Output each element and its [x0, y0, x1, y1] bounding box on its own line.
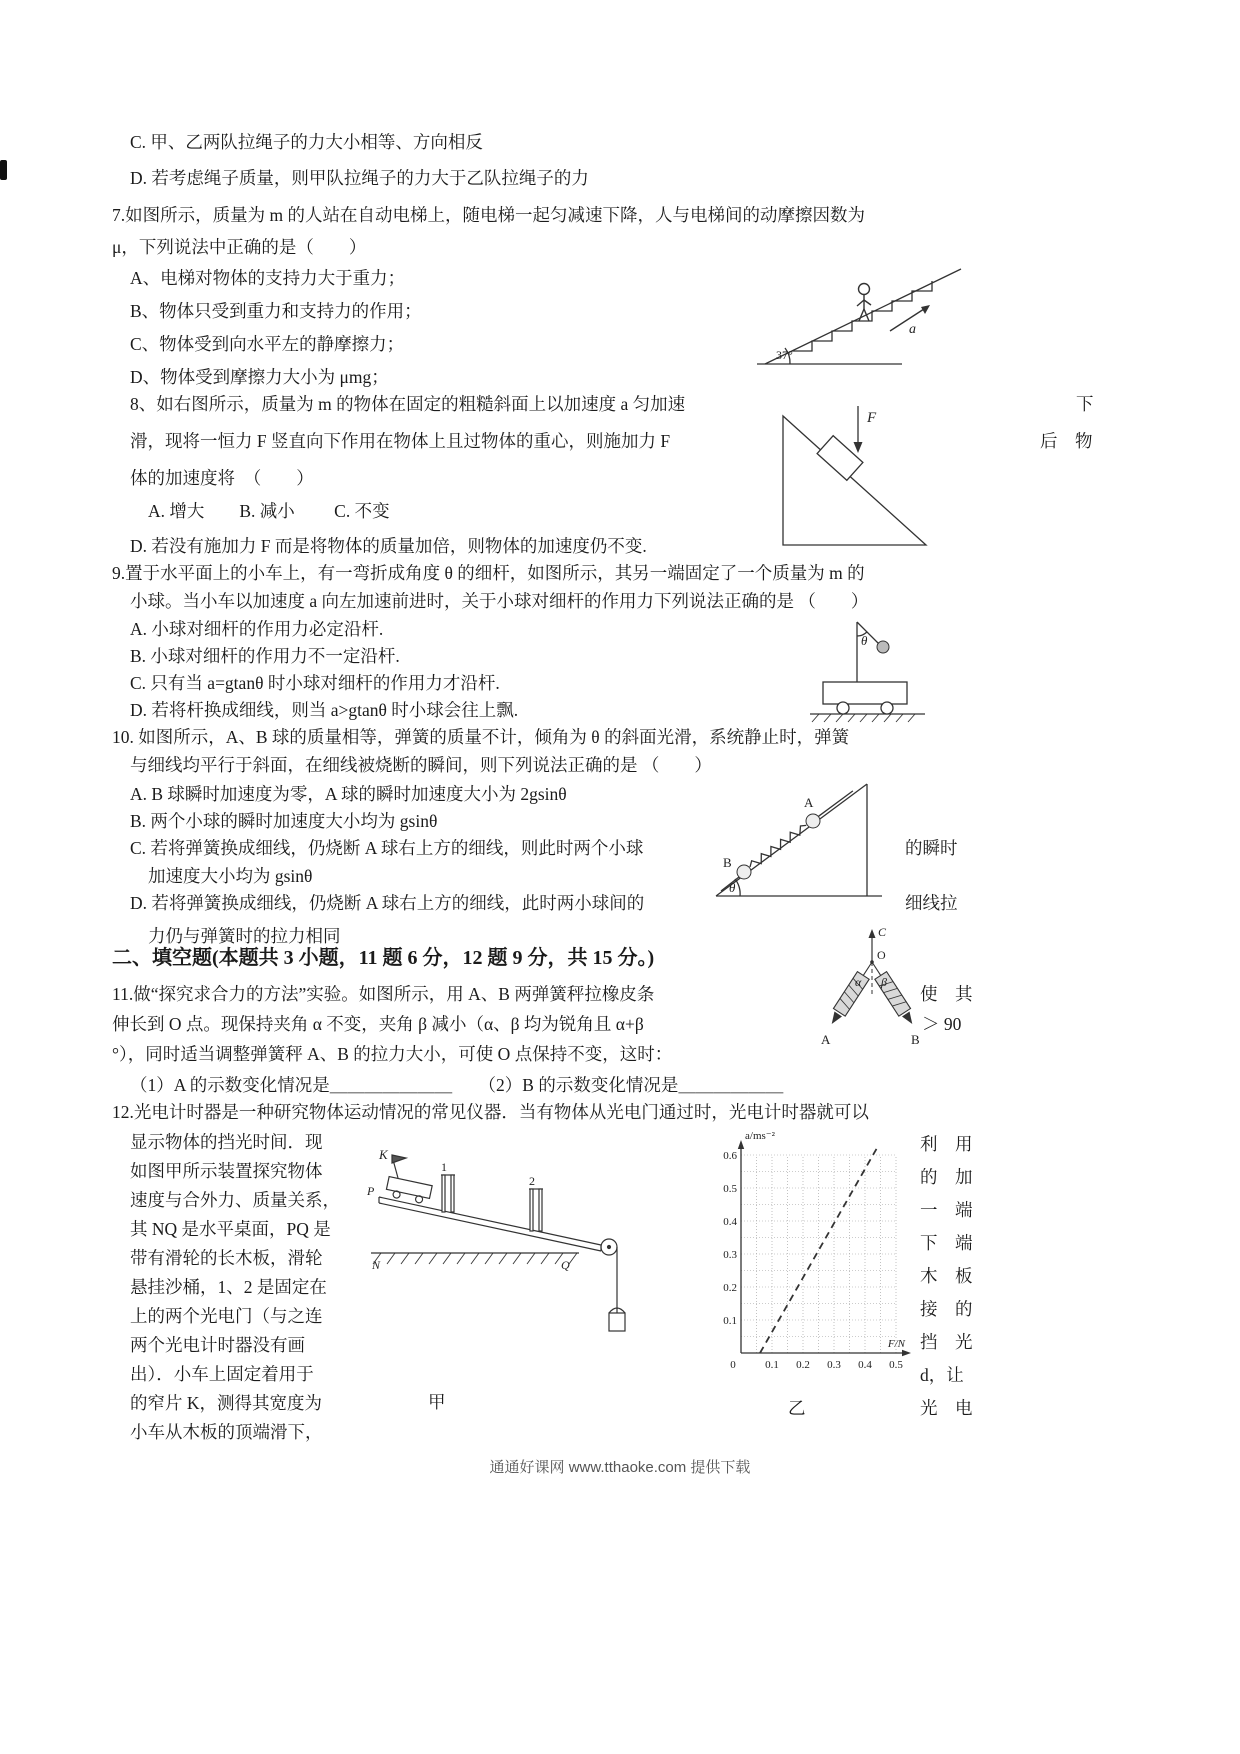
scale-a-label: A [821, 1032, 831, 1047]
apparatus-structure [371, 1155, 625, 1331]
q12-right-frag-9: 光 电 [920, 1398, 973, 1418]
y-axis-title: a/ms⁻² [745, 1130, 775, 1142]
q11-blanks-line: （1）A 的示数变化情况是＿＿＿＿＿＿＿ （2）B 的示数变化情况是＿＿＿＿＿＿ [130, 1075, 784, 1095]
q12-right-frag-3: 一 端 [920, 1200, 973, 1220]
gate2-label: 2 [529, 1174, 535, 1188]
q12-left-line-1: 显示物体的挡光时间．现 [130, 1132, 323, 1152]
fig-q9-cart-rod-diagram [805, 598, 930, 728]
q11-stem-line1-end: 使 其 [920, 984, 973, 1004]
q12-right-frag-1: 利 用 [920, 1134, 973, 1154]
q12-left-line-11: 小车从木板的顶端滑下， [130, 1422, 323, 1442]
q7-stem-line2: μ，下列说法中正确的是（ ） [112, 237, 367, 257]
q10-stem-line2: 与细线均平行于斜面，在细线被烧断的瞬间，则下列说法正确的是 （ ） [130, 755, 712, 775]
y-tick-02: 0.2 [723, 1282, 737, 1294]
point-p-label: P [367, 1184, 375, 1198]
force-label: F [867, 410, 877, 426]
q9-option-d: D. 若将杆换成细线，则当 a>gtanθ 时小球会往上飘. [130, 700, 519, 720]
q10-option-c-line2: 加速度大小均为 gsinθ [148, 866, 313, 886]
fig-q8-incline-diagram [768, 398, 933, 553]
spring [748, 788, 856, 871]
axis-c-arrowhead [869, 929, 876, 938]
scale-b-label: B [911, 1032, 920, 1047]
photogate-2 [529, 1189, 543, 1231]
angle-label: 37° [776, 348, 793, 362]
q10-stem-line1: 10. 如图所示，A、B 球的质量相等，弹簧的质量不计，倾角为 θ 的斜面光滑，系统静止时，弹簧 [112, 727, 850, 747]
theta-label: θ [861, 633, 868, 648]
ground-hatching [812, 714, 915, 722]
scan-artifact [0, 160, 7, 180]
y-tick-03: 0.3 [723, 1249, 737, 1261]
fig-q7-escalator-diagram [752, 243, 967, 373]
y-axis-arrowhead [738, 1140, 744, 1149]
q10-option-d-line1-end: 细线拉 [905, 893, 958, 913]
q10-option-c-line1: C. 若将弹簧换成细线，仍烧断 A 球右上方的细线，则此时两个小球 [130, 838, 644, 858]
q8-stem-line2: 滑，现将一恒力 F 竖直向下作用在物体上且过物体的重心，则施加力 F [130, 431, 671, 451]
spring-scale-a [826, 958, 878, 1028]
q10-option-d-line1: D. 若将弹簧换成细线，仍烧断 A 球右上方的细线，此时两小球间的 [130, 893, 645, 913]
gate1-label: 1 [441, 1160, 447, 1174]
q9-stem-line1: 9.置于水平面上的小车上，有一弯折成角度 θ 的细杆，如图所示，其另一端固定了一个质量为 m 的 [112, 563, 865, 583]
q12-left-line-8: 两个光电计时器没有画 [130, 1335, 305, 1355]
fig-q11-spring-scales-diagram [815, 922, 930, 1062]
q7-option-b: B、物体只受到重力和支持力的作用； [130, 301, 422, 321]
ball-a [806, 814, 820, 828]
q12-left-line-5: 带有滑轮的长木板，滑轮 [130, 1248, 323, 1268]
ball [877, 641, 889, 653]
q10-option-c-line1-end: 的瞬时 [905, 838, 958, 858]
q12-left-line-6: 悬挂沙桶，1、2 是固定在 [130, 1277, 327, 1297]
y-tick-01: 0.1 [723, 1315, 737, 1327]
point-o-label: O [877, 948, 886, 962]
q10-option-b: B. 两个小球的瞬时加速度大小均为 gsinθ [130, 811, 438, 831]
y-tick-06: 0.6 [723, 1150, 737, 1162]
point-n-label: N [372, 1258, 381, 1272]
x-tick-01: 0.1 [765, 1359, 779, 1371]
q7-option-c: C、物体受到向水平左的静摩擦力； [130, 334, 405, 354]
q12-left-line-2: 如图甲所示装置探究物体 [130, 1161, 323, 1181]
q12-left-line-3: 速度与合外力、质量关系， [130, 1190, 340, 1210]
x-tick-02: 0.2 [796, 1359, 810, 1371]
flag [392, 1155, 406, 1163]
q12-right-frag-6: 接 的 [920, 1299, 973, 1319]
spring-scale-b [866, 958, 918, 1028]
cart-and-rod [810, 622, 925, 722]
q12-left-line-9: 出）．小车上固定着用于 [130, 1364, 314, 1384]
theta-label: θ [729, 880, 736, 895]
q9-option-a: A. 小球对细杆的作用力必定沿杆. [130, 619, 384, 639]
section2-header: 二、填空题(本题共 3 小题，11 题 6 分，12 题 9 分，共 15 分。) [112, 947, 655, 969]
q7-stem-line1: 7.如图所示，质量为 m 的人站在自动电梯上，随电梯一起匀减速下降，人与电梯间的动摩擦因数为 [112, 205, 865, 225]
q11-stem-line2: 伸长到 O 点。现保持夹角 α 不变，夹角 β 减小（α、β 均为锐角且 α+β [112, 1014, 644, 1034]
q8-stem-line1: 8、如右图所示，质量为 m 的物体在固定的粗糙斜面上以加速度 a 匀加速 [130, 394, 686, 414]
beta-label: β [881, 975, 887, 989]
x-tick-03: 0.3 [827, 1359, 841, 1371]
flag-k-label: K [379, 1147, 388, 1162]
x-axis-title: F/N [887, 1338, 905, 1350]
y-tick-04: 0.4 [723, 1216, 737, 1228]
q12-right-frag-2: 的 加 [920, 1167, 973, 1187]
force-arrowhead [854, 442, 863, 453]
q8-options-abc: A. 增大 B. 减小 C. 不变 [148, 501, 390, 521]
photogate-1 [441, 1175, 455, 1212]
q6-option-d: D. 若考虑绳子质量，则甲队拉绳子的力大于乙队拉绳子的力 [130, 168, 589, 188]
incline-and-block [783, 406, 926, 545]
cart [385, 1177, 432, 1205]
q12-right-frag-5: 木 板 [920, 1266, 973, 1286]
q12-right-frag-8: d，让 [920, 1365, 964, 1385]
fig-yi-caption: 乙 [788, 1398, 806, 1418]
table-hatching [373, 1253, 577, 1264]
q11-stem-line1: 11.做“探究求合力的方法”实验。如图所示，用 A、B 两弹簧秤拉橡皮条 [112, 984, 655, 1004]
accel-label: a [909, 322, 916, 337]
y-tick-05: 0.5 [723, 1183, 737, 1195]
grid-horizontal-lines [741, 1155, 896, 1337]
alpha-label: α [855, 975, 862, 989]
q10-option-a: A. B 球瞬时加速度为零，A 球的瞬时加速度大小为 2gsinθ [130, 784, 567, 804]
q9-option-b: B. 小球对细杆的作用力不一定沿杆. [130, 646, 400, 666]
q8-stem-line1-end: 下 [1076, 394, 1094, 414]
sand-bucket [609, 1313, 625, 1331]
q10-option-d-line2: 力仍与弹簧时的拉力相同 [148, 926, 341, 946]
q11-stem-line2-end: ＞ 90 [922, 1014, 962, 1034]
x-tick-05: 0.5 [889, 1359, 903, 1371]
q8-stem-line3: 体的加速度将 （ ） [130, 468, 314, 488]
origin-label: 0 [730, 1359, 736, 1371]
fig-q10-incline-spring-diagram [712, 770, 892, 905]
q12-left-line-4: 其 NQ 是水平桌面，PQ 是 [130, 1219, 331, 1239]
q12-left-line-10: 的窄片 K，测得其宽度为 [130, 1393, 323, 1413]
incline-spring-structure [716, 784, 882, 896]
fig-q12-apparatus-diagram [365, 1145, 700, 1375]
q8-stem-line2-end: 后 物 [1040, 431, 1093, 451]
q8-option-d: D. 若没有施加力 F 而是将物体的质量加倍，则物体的加速度仍不变. [130, 536, 647, 556]
fig-jia-caption: 甲 [428, 1392, 446, 1412]
q9-option-c: C. 只有当 a=gtanθ 时小球对细杆的作用力才沿杆. [130, 673, 500, 693]
q12-right-frag-4: 下 端 [920, 1233, 973, 1253]
q9-stem-line2: 小球。当小车以加速度 a 向左加速前进时，关于小球对细杆的作用力下列说法正确的是 （ ） [130, 591, 869, 611]
ball-b [737, 865, 751, 879]
footer-text: 通通好课网 www.tthaoke.com 提供下载 [489, 1459, 751, 1476]
q7-option-a: A、电梯对物体的支持力大于重力； [130, 268, 406, 288]
ball-b-label: B [723, 855, 732, 870]
x-axis-arrowhead [902, 1350, 911, 1356]
x-tick-04: 0.4 [858, 1359, 872, 1371]
q11-stem-line3: °），同时适当调整弹簧秤 A、B 的拉力大小，可使 O 点保持不变，这时： [112, 1044, 673, 1064]
q12-left-line-7: 上的两个光电门（与之连 [130, 1306, 323, 1326]
point-q-label: Q [561, 1258, 570, 1272]
q6-option-c: C. 甲、乙两队拉绳子的力大小相等、方向相反 [130, 132, 483, 152]
q12-stem-line1: 12.光电计时器是一种研究物体运动情况的常见仪器．当有物体从光电门通过时，光电计时器就可以 [112, 1102, 869, 1122]
q12-right-frag-7: 挡 光 [920, 1332, 973, 1352]
q7-option-d: D、物体受到摩擦力大小为 μmg； [130, 367, 389, 387]
fig-q12-graph [703, 1125, 913, 1385]
ball-a-label: A [804, 795, 814, 810]
axis-c-label: C [878, 925, 887, 939]
